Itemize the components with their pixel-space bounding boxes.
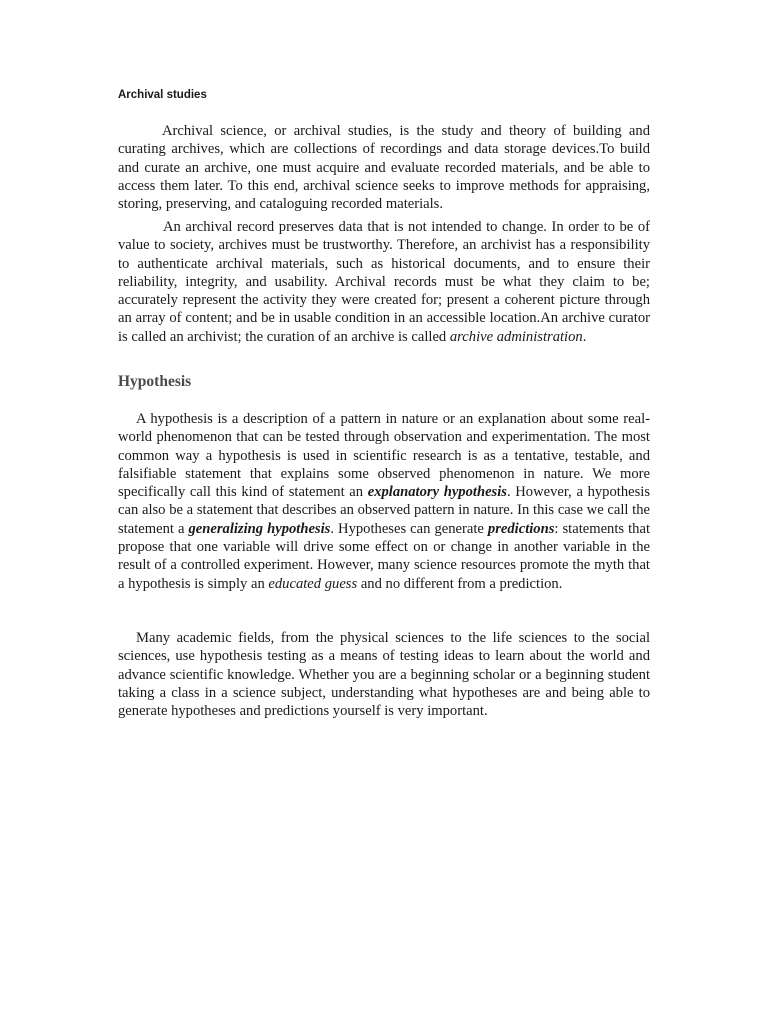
paragraph-text: An archival record preserves data that is not intended to change. In order to be of value to society, archives must be trustworthy. Therefore, an archivist has a responsibility to authenticate archival materials, such as historical documents, and to ensure their reliability, integrity, and usability. Archival records must be what they claim to be; accurately represent the activity they were created for; present a coherent picture through an array of content; and be in usable condition in an accessible location.An archive curator is called an archivist; the curation of an archive is called xyxy=(118,219,650,345)
paragraph-text: A hypothesis is a description of a pattern in nature or an explanation about some real-world phenomenon that can be tested through observation and experimentation. The most common way a hypothesis is used in scientific research is as a tentative, testable, and falsifiable statement that explains some observed phenomenon in nature. We more specifically call this kind of statement an xyxy=(118,411,650,501)
document-title: Archival studies xyxy=(118,89,207,101)
paragraph-hypothesis-definition xyxy=(118,410,650,593)
hypothesis-heading: Hypothesis xyxy=(118,373,192,390)
paragraph-archival-science: Archival science, or archival studies, is the study and theory of building and curating archives, which are collections of recordings and data storage devices.To build and curate an archive, one must acquire and evaluate recorded materials, and be able to access them later. To this end, archival science seeks to improve methods for appraising, storing, preserving, and cataloguing recorded materials. xyxy=(118,123,650,213)
paragraph-text: and no different from a prediction. xyxy=(357,575,563,592)
paragraph-text: . Hypotheses can generate xyxy=(330,520,488,537)
paragraph-text: . However, a hypothesis can also be a statement that describes an observed pattern in nature. In this case we call the statement a xyxy=(118,484,651,537)
paragraph-text: : statements that propose that one variable will drive some effect on or change in another variable in the result of a controlled experiment. However, many science resources promote the myth that a hypothesis is simply an xyxy=(118,520,650,592)
bold-italic-term: explanatory hypothesis xyxy=(367,484,507,501)
paragraph-academic-fields: Many academic fields, from the physical sciences to the life sciences to the social sciences, use hypothesis testing as a means of testing ideas to learn about the world and advance scientific knowledge. Whether you are a beginning scholar or a beginning student taking a class in a science subject, understanding what hypotheses are and being able to generate hypotheses and predictions yourself is very important. xyxy=(118,630,650,720)
paragraph-archival-record xyxy=(118,218,650,346)
bold-italic-term: generalizing hypothesis xyxy=(188,520,331,537)
italic-term: educated guess xyxy=(268,575,358,592)
bold-italic-term: predictions xyxy=(487,520,555,537)
paragraph-end: . xyxy=(582,328,587,345)
italic-term: archive administration xyxy=(449,328,583,345)
